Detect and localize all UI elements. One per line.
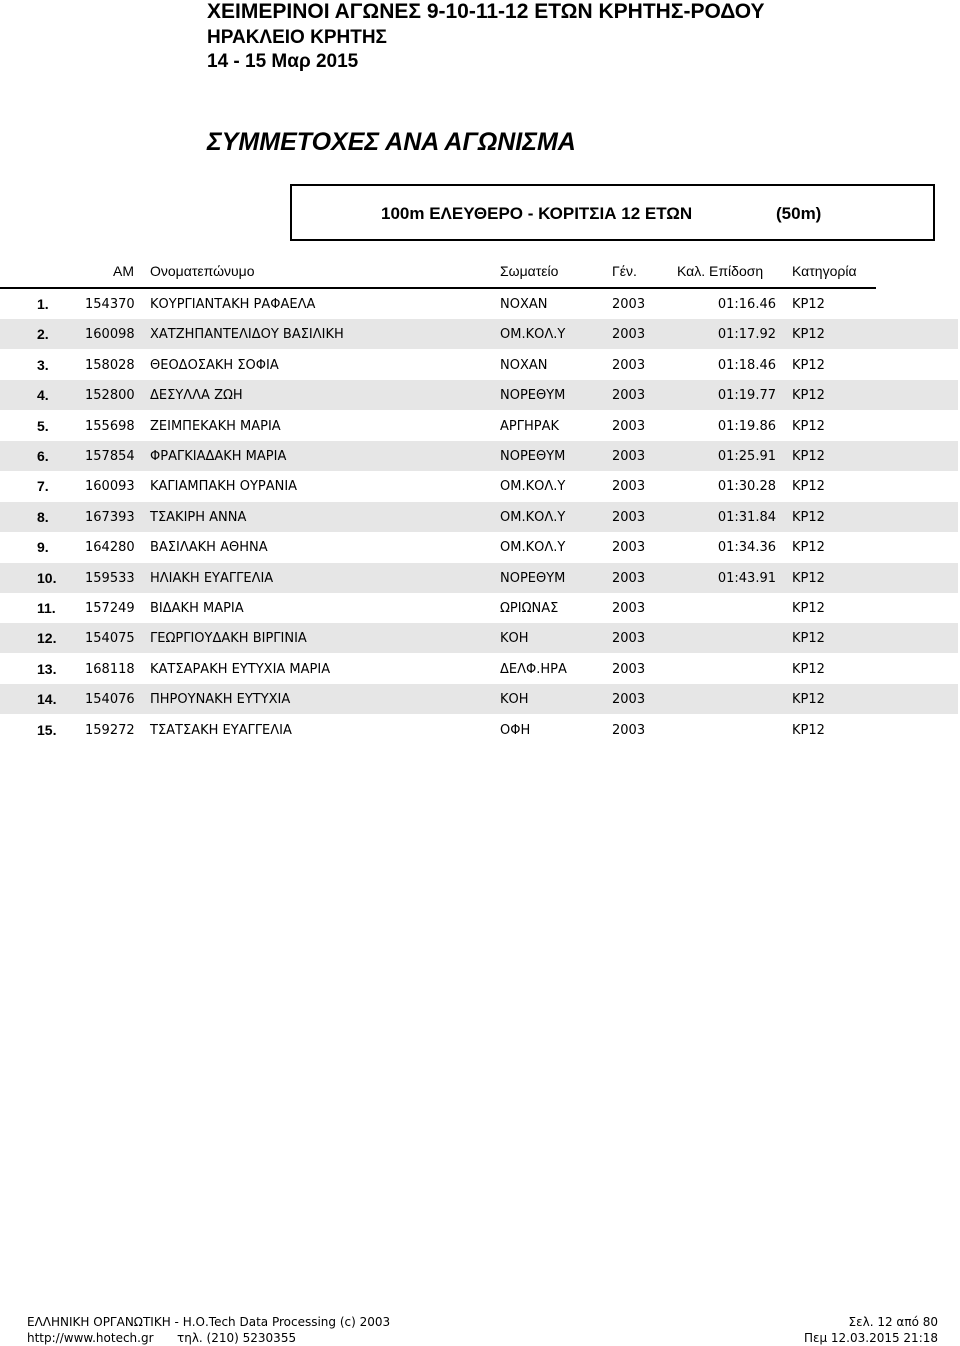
row-club: ΟΜ.ΚΟΛ.Υ	[500, 479, 566, 494]
row-name: ΖΕΙΜΠΕΚΑΚΗ ΜΑΡΙΑ	[150, 419, 281, 434]
table-row	[0, 593, 958, 623]
row-club: ΟΜ.ΚΟΛ.Υ	[500, 327, 566, 342]
table-row	[0, 715, 958, 745]
row-time: 01:30.28	[717, 479, 776, 494]
row-year: 2003	[612, 449, 646, 464]
row-name: ΓΕΩΡΓΙΟΥΔΑΚΗ ΒΙΡΓΙΝΙΑ	[150, 631, 307, 646]
row-time: 01:18.46	[717, 358, 776, 373]
row-year: 2003	[612, 662, 646, 677]
row-am: 154076	[85, 692, 135, 707]
row-name: ΒΙΔΑΚΗ ΜΑΡΙΑ	[150, 601, 244, 616]
row-time: 01:25.91	[717, 449, 776, 464]
page-number: Σελ. 12 από 80	[848, 1315, 938, 1329]
meet-venue: ΗΡΑΚΛΕΙΟ ΚΡΗΤΗΣ	[207, 27, 387, 48]
row-year: 2003	[612, 692, 646, 707]
row-am: 158028	[85, 358, 135, 373]
row-name: ΘΕΟΔΟΣΑΚΗ ΣΟΦΙΑ	[150, 358, 279, 373]
row-club: ΝΟΡΕΘΥΜ	[500, 449, 566, 464]
row-year: 2003	[612, 479, 646, 494]
row-time: 01:31.84	[717, 510, 776, 525]
row-club: ΔΕΛΦ.ΗΡΑ	[500, 662, 567, 677]
row-category: ΚΡ12	[792, 419, 825, 434]
row-club: ΝΟΡΕΘΥΜ	[500, 388, 566, 403]
row-year: 2003	[612, 358, 646, 373]
header-name: Ονοματεπώνυμο	[150, 263, 255, 279]
row-name: ΠΗΡΟΥΝΑΚΗ ΕΥΤΥΧΙΑ	[150, 692, 291, 707]
row-category: ΚΡ12	[792, 297, 825, 312]
table-row	[0, 289, 958, 319]
section-title: ΣΥΜΜΕΤΟΧΕΣ ΑΝΑ ΑΓΩΝΙΣΜΑ	[207, 128, 576, 156]
table-row	[0, 471, 958, 501]
row-time: 01:43.91	[717, 571, 776, 586]
footer-url[interactable]: http://www.hotech.gr	[27, 1331, 154, 1345]
row-name: ΗΛΙΑΚΗ ΕΥΑΓΓΕΛΙΑ	[150, 571, 274, 586]
header-year: Γέν.	[612, 263, 637, 279]
row-club: ΝΟΡΕΘΥΜ	[500, 571, 566, 586]
row-year: 2003	[612, 601, 646, 616]
header-time: Καλ. Επίδοση	[677, 263, 764, 279]
row-position: 3.	[37, 357, 49, 373]
row-name: ΤΣΑΚΙΡΗ ΑΝΝΑ	[150, 510, 247, 525]
table-row	[0, 380, 958, 410]
table-row	[0, 532, 958, 562]
row-category: ΚΡ12	[792, 723, 825, 738]
row-year: 2003	[612, 510, 646, 525]
row-am: 168118	[85, 662, 135, 677]
row-year: 2003	[612, 388, 646, 403]
row-name: ΚΟΥΡΓΙΑΝΤΑΚΗ ΡΑΦΑΕΛΑ	[150, 297, 316, 312]
row-am: 157854	[85, 449, 135, 464]
row-position: 14.	[37, 691, 57, 707]
row-am: 154370	[85, 297, 135, 312]
row-club: ΝΟΧΑΝ	[500, 358, 548, 373]
row-year: 2003	[612, 419, 646, 434]
row-name: ΚΑΓΙΑΜΠΑΚΗ ΟΥΡΑΝΙΑ	[150, 479, 298, 494]
row-time: 01:34.36	[717, 540, 776, 555]
header-club: Σωματείο	[500, 263, 559, 279]
table-row	[0, 319, 958, 349]
row-category: ΚΡ12	[792, 540, 825, 555]
row-club: ΚΟΗ	[500, 631, 529, 646]
row-position: 9.	[37, 539, 49, 555]
row-category: ΚΡ12	[792, 631, 825, 646]
table-row	[0, 441, 958, 471]
table-row	[0, 502, 958, 532]
row-category: ΚΡ12	[792, 388, 825, 403]
row-year: 2003	[612, 540, 646, 555]
row-year: 2003	[612, 297, 646, 312]
row-club: ΑΡΓΗΡΑΚ	[500, 419, 560, 434]
row-category: ΚΡ12	[792, 479, 825, 494]
row-am: 160093	[85, 479, 135, 494]
row-year: 2003	[612, 571, 646, 586]
table-row	[0, 350, 958, 380]
row-year: 2003	[612, 327, 646, 342]
row-category: ΚΡ12	[792, 601, 825, 616]
event-box	[290, 184, 935, 241]
event-name: 100m ΕΛΕΥΘΕΡΟ - ΚΟΡΙΤΣΙΑ 12 ΕΤΩΝ	[381, 204, 693, 223]
row-time: 01:17.92	[717, 327, 776, 342]
row-category: ΚΡ12	[792, 692, 825, 707]
row-category: ΚΡ12	[792, 358, 825, 373]
row-am: 164280	[85, 540, 135, 555]
header-am: ΑΜ	[113, 263, 134, 279]
row-position: 7.	[37, 478, 49, 494]
row-club: ΩΡΙΩΝΑΣ	[500, 601, 559, 616]
row-am: 159272	[85, 723, 135, 738]
row-am: 159533	[85, 571, 135, 586]
table-row	[0, 411, 958, 441]
row-position: 12.	[37, 630, 57, 646]
row-time: 01:16.46	[717, 297, 776, 312]
header-category: Κατηγορία	[792, 263, 857, 279]
row-am: 160098	[85, 327, 135, 342]
row-am: 155698	[85, 419, 135, 434]
row-am: 154075	[85, 631, 135, 646]
row-am: 157249	[85, 601, 135, 616]
table-row	[0, 654, 958, 684]
row-position: 2.	[37, 326, 49, 342]
meet-title: ΧΕΙΜΕΡΙΝΟΙ ΑΓΩΝΕΣ 9-10-11-12 ΕΤΩΝ ΚΡΗΤΗΣ-ΡΟΔΟΥ	[207, 0, 765, 23]
row-club: ΟΜ.ΚΟΛ.Υ	[500, 540, 566, 555]
row-time: 01:19.86	[717, 419, 776, 434]
row-category: ΚΡ12	[792, 510, 825, 525]
row-position: 13.	[37, 661, 57, 677]
event-pool-length: (50m)	[776, 204, 822, 223]
row-category: ΚΡ12	[792, 327, 825, 342]
row-name: ΦΡΑΓΚΙΑΔΑΚΗ ΜΑΡΙΑ	[150, 449, 287, 464]
meet-dates: 14 - 15 Μαρ 2015	[207, 51, 359, 72]
row-category: ΚΡ12	[792, 662, 825, 677]
table-row	[0, 623, 958, 653]
row-position: 8.	[37, 509, 49, 525]
print-date: Πεμ 12.03.2015 21:18	[803, 1331, 938, 1345]
row-position: 15.	[37, 722, 57, 738]
row-time: 01:19.77	[717, 388, 776, 403]
row-position: 1.	[37, 296, 49, 312]
row-club: ΟΦΗ	[500, 723, 531, 738]
row-club: ΚΟΗ	[500, 692, 529, 707]
table-row	[0, 563, 958, 593]
row-year: 2003	[612, 631, 646, 646]
row-name: ΚΑΤΣΑΡΑΚΗ ΕΥΤΥΧΙΑ ΜΑΡΙΑ	[150, 662, 331, 677]
row-position: 6.	[37, 448, 49, 464]
row-year: 2003	[612, 723, 646, 738]
row-club: ΟΜ.ΚΟΛ.Υ	[500, 510, 566, 525]
row-name: ΧΑΤΖΗΠΑΝΤΕΛΙΔΟΥ ΒΑΣΙΛΙΚΗ	[150, 327, 344, 342]
row-category: ΚΡ12	[792, 571, 825, 586]
row-position: 11.	[37, 600, 56, 616]
row-position: 5.	[37, 418, 49, 434]
row-position: 4.	[37, 387, 49, 403]
footer-organizer: ΕΛΛΗΝΙΚΗ ΟΡΓΑΝΩΤΙΚΗ - Η.Ο.Tech Data Processing (c) 2003	[27, 1315, 391, 1329]
row-name: ΒΑΣΙΛΑΚΗ ΑΘΗΝΑ	[150, 540, 268, 555]
row-am: 167393	[85, 510, 135, 525]
row-am: 152800	[85, 388, 135, 403]
row-category: ΚΡ12	[792, 449, 825, 464]
row-club: ΝΟΧΑΝ	[500, 297, 548, 312]
row-name: ΔΕΣΥΛΛΑ ΖΩΗ	[150, 388, 243, 403]
row-position: 10.	[37, 570, 57, 586]
row-name: ΤΣΑΤΣΑΚΗ ΕΥΑΓΓΕΛΙΑ	[150, 723, 292, 738]
table-row	[0, 684, 958, 714]
footer-phone: τηλ. (210) 5230355	[177, 1331, 297, 1345]
